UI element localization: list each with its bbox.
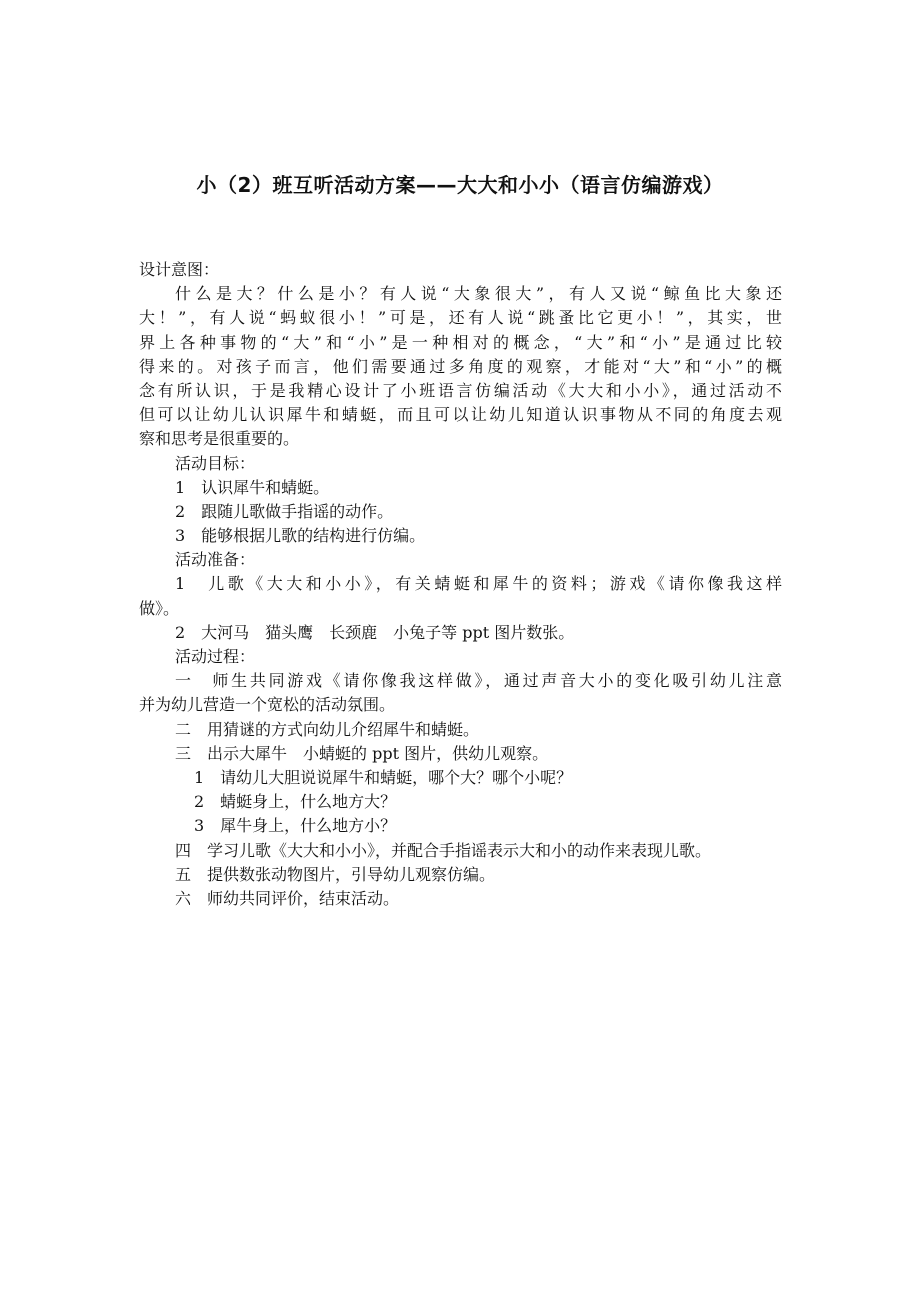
section-label-goals: 活动目标： [175, 453, 256, 473]
process-step: 四 学习儿歌《大大和小小》，并配合手指谣表示大和小的动作来表现儿歌。 [175, 840, 712, 860]
goal-item: 2 跟随儿歌做手指谣的动作。 [175, 501, 394, 521]
paragraph-line: 界上各种事物的“大”和“小”是一种相对的概念，“大”和“小”是通过比较 [139, 332, 782, 352]
document-body [139, 258, 782, 911]
process-step: 六 师幼共同评价，结束活动。 [175, 888, 400, 908]
paragraph-line: 得来的。对孩子而言，他们需要通过多角度的观察，才能对“大”和“小”的概 [139, 356, 782, 376]
preparation-item: 1 儿歌《大大和小小》，有关蜻蜓和犀牛的资料；游戏《请你像我这样 [175, 574, 782, 594]
process-step: 二 用猜谜的方式向幼儿介绍犀牛和蜻蜓。 [175, 719, 480, 739]
process-step: 一 师生共同游戏《请你像我这样做》，通过声音大小的变化吸引幼儿注意 [175, 671, 782, 691]
section-label-preparation: 活动准备： [175, 550, 256, 570]
process-substep: 3 犀牛身上，什么地方小？ [194, 816, 397, 836]
section-label-process: 活动过程： [175, 647, 256, 666]
section-label-design-intent: 设计意图： [139, 260, 220, 279]
paragraph-line: 念有所认识，于是我精心设计了小班语言仿编活动《大大和小小》，通过活动不 [139, 380, 782, 400]
process-step-continued: 并为幼儿营造一个宽松的活动氛围。 [139, 695, 396, 715]
paragraph-line: 察和思考是很重要的。 [139, 429, 300, 449]
goal-item: 1 认识犀牛和蜻蜓。 [175, 477, 330, 497]
process-substep: 2 蜻蜓身上，什么地方大？ [194, 792, 397, 812]
paragraph-line: 但可以让幼儿认识犀牛和蜻蜓，而且可以让幼儿知道认识事物从不同的角度去观 [139, 405, 782, 425]
paragraph-line: 什么是大？什么是小？有人说“大象很大”，有人又说“鲸鱼比大象还 [175, 284, 782, 304]
process-step: 五 提供数张动物图片，引导幼儿观察仿编。 [175, 864, 496, 884]
preparation-item: 2 大河马 猫头鹰 长颈鹿 小兔子等 ppt 图片数张。 [175, 622, 575, 642]
document-title: 小（2）班互听活动方案——大大和小小（语言仿编游戏） [196, 173, 724, 197]
process-step: 三 出示大犀牛 小蜻蜓的 ppt 图片，供幼儿观察。 [175, 743, 549, 763]
goal-item: 3 能够根据儿歌的结构进行仿编。 [175, 526, 426, 546]
preparation-item-continued: 做》。 [139, 598, 180, 618]
paragraph-line: 大！”，有人说“蚂蚁很小！”可是，还有人说“跳蚤比它更小！”，其实，世 [139, 308, 782, 328]
process-substep: 1 请幼儿大胆说说犀牛和蜻蜓，哪个大？哪个小呢？ [194, 767, 573, 787]
